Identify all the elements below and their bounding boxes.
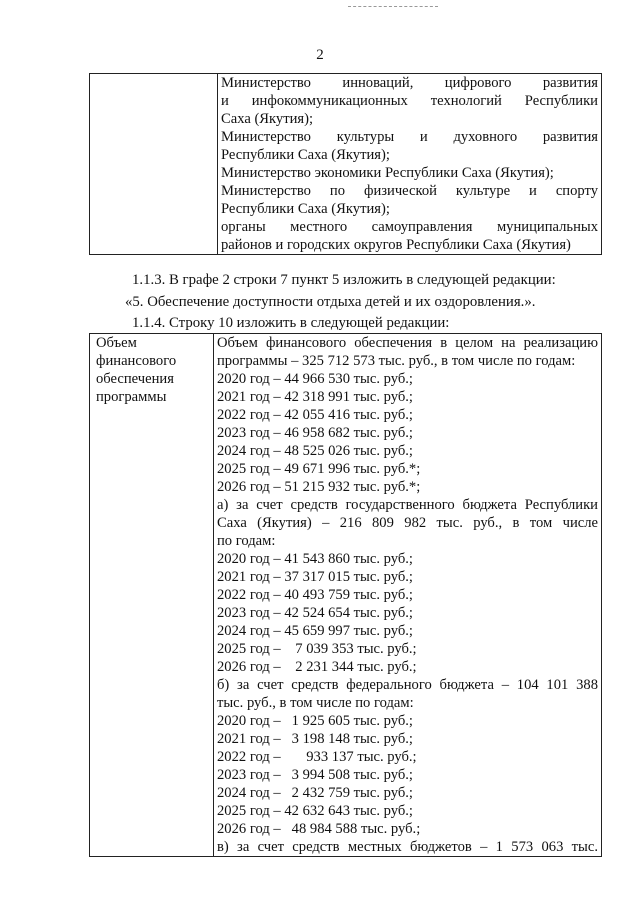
table1-line: и инфокоммуникационных технологий Республики <box>221 93 598 109</box>
financing-line: программы – 325 712 573 тыс. руб., в том числе по годам: <box>217 353 576 369</box>
financing-line: 2022 год – 933 137 тыс. руб.; <box>217 749 417 765</box>
financing-line: 2026 год – 2 231 344 тыс. руб.; <box>217 659 417 675</box>
financing-line: 2025 год – 7 039 353 тыс. руб.; <box>217 641 417 657</box>
financing-line: 2020 год – 1 925 605 тыс. руб.; <box>217 713 413 729</box>
paragraph-1-1-4: 1.1.4. Строку 10 изложить в следующей редакции: <box>132 315 450 331</box>
financing-line: б) за счет средств федерального бюджета – 104 101 388 <box>217 677 598 693</box>
financing-line: 2022 год – 40 493 759 тыс. руб.; <box>217 587 413 603</box>
financing-line: 2020 год – 41 543 860 тыс. руб.; <box>217 551 413 567</box>
financing-line: 2021 год – 42 318 991 тыс. руб.; <box>217 389 413 405</box>
paragraph-quote: «5. Обеспечение доступности отдыха детей и их оздоровления.». <box>125 294 536 310</box>
table1-line: органы местного самоуправления муниципальных <box>221 219 598 235</box>
financing-line: Саха (Якутия) – 216 809 982 тыс. руб., в том числе <box>217 515 598 531</box>
financing-line: 2025 год – 49 671 996 тыс. руб.*; <box>217 461 421 477</box>
financing-line: 2023 год – 46 958 682 тыс. руб.; <box>217 425 413 441</box>
table1-line: Министерство экономики Республики Саха (Якутия); <box>221 165 554 181</box>
table1-line: Министерство культуры и духовного развития <box>221 129 598 145</box>
paragraph-1-1-3: 1.1.3. В графе 2 строки 7 пункт 5 изложить в следующей редакции: <box>132 272 556 288</box>
table1-line: Республики Саха (Якутия); <box>221 147 390 163</box>
financing-label-line: обеспечения <box>96 371 174 387</box>
financing-line: 2024 год – 48 525 026 тыс. руб.; <box>217 443 413 459</box>
financing-line: в) за счет средств местных бюджетов – 1 573 063 тыс. <box>217 839 598 855</box>
financing-line: 2024 год – 45 659 997 тыс. руб.; <box>217 623 413 639</box>
table1-right-cell <box>218 74 602 255</box>
financing-line: Объем финансового обеспечения в целом на реализацию <box>217 335 598 351</box>
table1-line: Республики Саха (Якутия); <box>221 201 390 217</box>
financing-label-line: Объем <box>96 335 137 351</box>
table-row <box>90 334 602 857</box>
financing-label-cell <box>90 334 214 857</box>
page-number: 2 <box>316 47 324 63</box>
top-scan-artifact <box>348 6 438 9</box>
financing-line: 2026 год – 51 215 932 тыс. руб.*; <box>217 479 421 495</box>
table1-line: районов и городских округов Республики Саха (Якутия) <box>221 237 571 253</box>
financing-details-cell <box>214 334 602 857</box>
financing-line: 2026 год – 48 984 588 тыс. руб.; <box>217 821 421 837</box>
financing-line: 2025 год – 42 632 643 тыс. руб.; <box>217 803 413 819</box>
financing-table <box>89 333 602 857</box>
financing-line: 2021 год – 3 198 148 тыс. руб.; <box>217 731 413 747</box>
financing-line: 2020 год – 44 966 530 тыс. руб.; <box>217 371 413 387</box>
financing-line: 2023 год – 42 524 654 тыс. руб.; <box>217 605 413 621</box>
financing-label-line: программы <box>96 389 167 405</box>
table-row <box>90 74 602 255</box>
financing-line: 2024 год – 2 432 759 тыс. руб.; <box>217 785 413 801</box>
financing-line: а) за счет средств государственного бюджета Республики <box>217 497 598 513</box>
financing-line: 2022 год – 42 055 416 тыс. руб.; <box>217 407 413 423</box>
table1-line: Саха (Якутия); <box>221 111 314 127</box>
financing-line: 2021 год – 37 317 015 тыс. руб.; <box>217 569 413 585</box>
table1-left-cell <box>90 74 218 255</box>
financing-line: тыс. руб., в том числе по годам: <box>217 695 414 711</box>
table1-line: Министерство по физической культуре и спорту <box>221 183 598 199</box>
financing-line: по годам: <box>217 533 276 549</box>
table1-line: Министерство инноваций, цифрового развития <box>221 75 598 91</box>
financing-line: 2023 год – 3 994 508 тыс. руб.; <box>217 767 413 783</box>
financing-label-line: финансового <box>96 353 177 369</box>
executors-table-fragment <box>89 73 602 255</box>
